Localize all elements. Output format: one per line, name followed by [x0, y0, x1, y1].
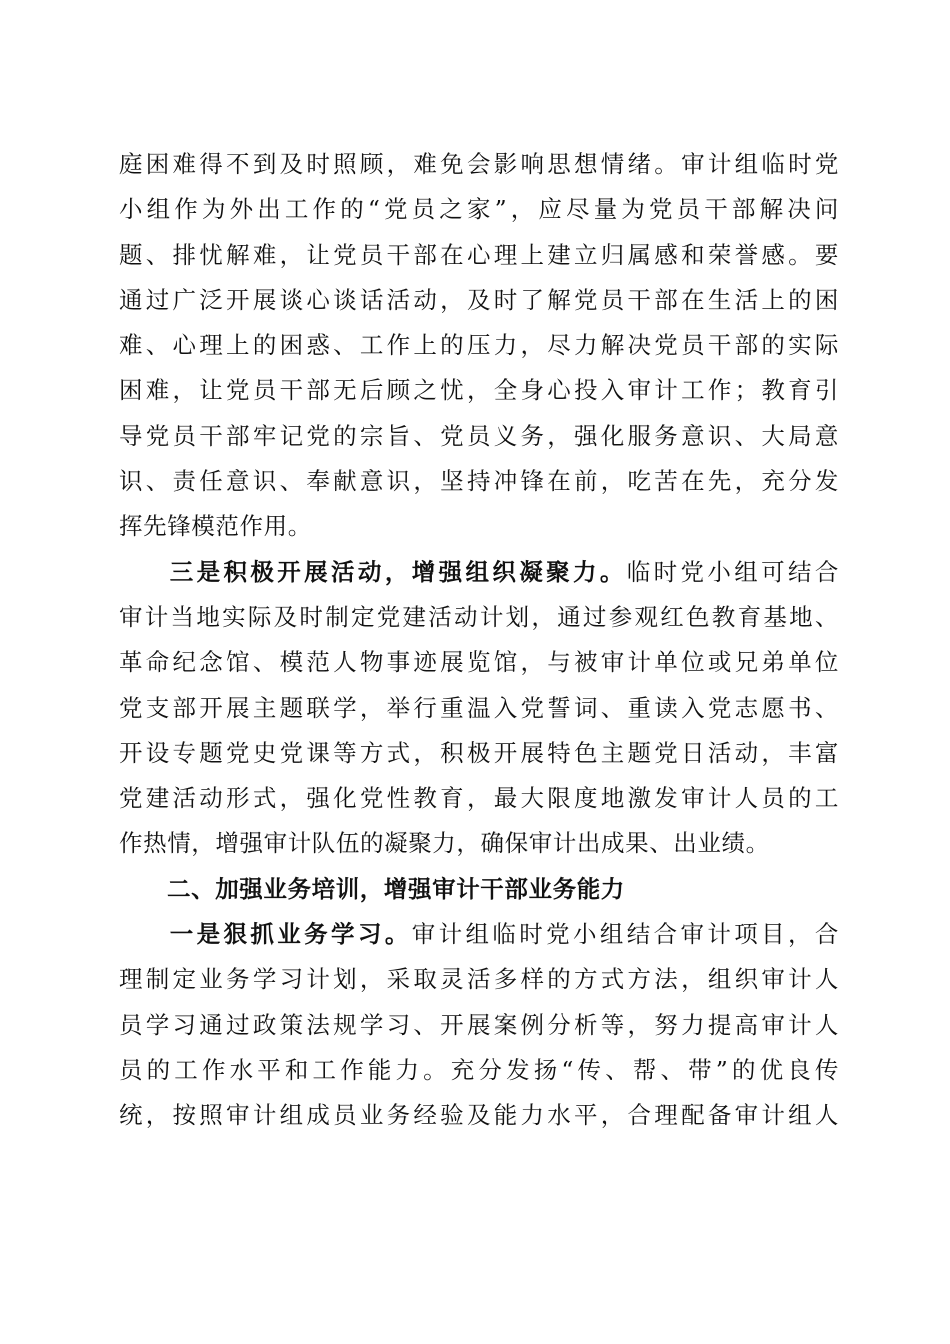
- text-line: 通过广泛开展谈心谈话活动，及时了解党员干部在生活上的困: [119, 285, 839, 314]
- text-line: 员的工作水平和工作能力。充分发扬“传、帮、带”的优良传: [119, 1055, 839, 1084]
- text-line: 挥先锋模范作用。: [119, 512, 312, 541]
- text-line: 题、排忧解难，让党员干部在心理上建立归属感和荣誉感。要: [119, 240, 839, 269]
- paragraph-lead: 一是狠抓业务学习。: [167, 920, 412, 949]
- text-line: 党支部开展主题联学，举行重温入党誓词、重读入党志愿书、: [119, 693, 839, 722]
- heading-text: 二、加强业务培训，增强审计干部业务能力: [167, 874, 625, 903]
- text-line: 统，按照审计组成员业务经验及能力水平，合理配备审计组人: [119, 1101, 839, 1130]
- text-line: 困难，让党员干部无后顾之忧，全身心投入审计工作；教育引: [119, 376, 839, 405]
- text-line: 小组作为外出工作的“党员之家”，应尽量为党员干部解决问: [119, 195, 839, 224]
- text-line: 革命纪念馆、模范人物事迹展览馆，与被审计单位或兄弟单位: [119, 648, 839, 677]
- text-line: 理制定业务学习计划，采取灵活多样的方式方法，组织审计人: [119, 965, 839, 994]
- section-heading: [119, 867, 839, 912]
- paragraph-lead: 三是积极开展活动，增强组织凝聚力。: [167, 557, 627, 586]
- text-run: 审计组临时党小组结合审计项目，合: [411, 920, 839, 949]
- text-line: 开设专题党史党课等方式，积极开展特色主题党日活动，丰富: [119, 738, 839, 767]
- text-line: 难、心理上的困惑、工作上的压力，尽力解决党员干部的实际: [119, 331, 839, 360]
- text-line: 识、责任意识、奉献意识，坚持冲锋在前，吃苦在先，充分发: [119, 467, 839, 496]
- text-line-first: [119, 912, 839, 957]
- text-line: 庭困难得不到及时照顾，难免会影响思想情绪。审计组临时党: [119, 150, 839, 178]
- paragraph-1: [119, 142, 839, 550]
- text-line: 导党员干部牢记党的宗旨、党员义务，强化服务意识、大局意: [119, 421, 839, 450]
- text-line: 审计当地实际及时制定党建活动计划，通过参观红色教育基地、: [119, 602, 839, 631]
- document-body: [119, 142, 839, 1139]
- paragraph-2: [119, 550, 839, 867]
- text-line: 员学习通过政策法规学习、开展案例分析等，努力提高审计人: [119, 1010, 839, 1039]
- text-line-first: [119, 550, 839, 595]
- text-line: 党建活动形式，强化党性教育，最大限度地激发审计人员的工: [119, 784, 839, 813]
- heading-line: [119, 867, 839, 912]
- text-line: 作热情，增强审计队伍的凝聚力，确保审计出成果、出业绩。: [119, 829, 770, 858]
- paragraph-3: [119, 912, 839, 1138]
- text-run: 临时党小组可结合: [626, 557, 839, 586]
